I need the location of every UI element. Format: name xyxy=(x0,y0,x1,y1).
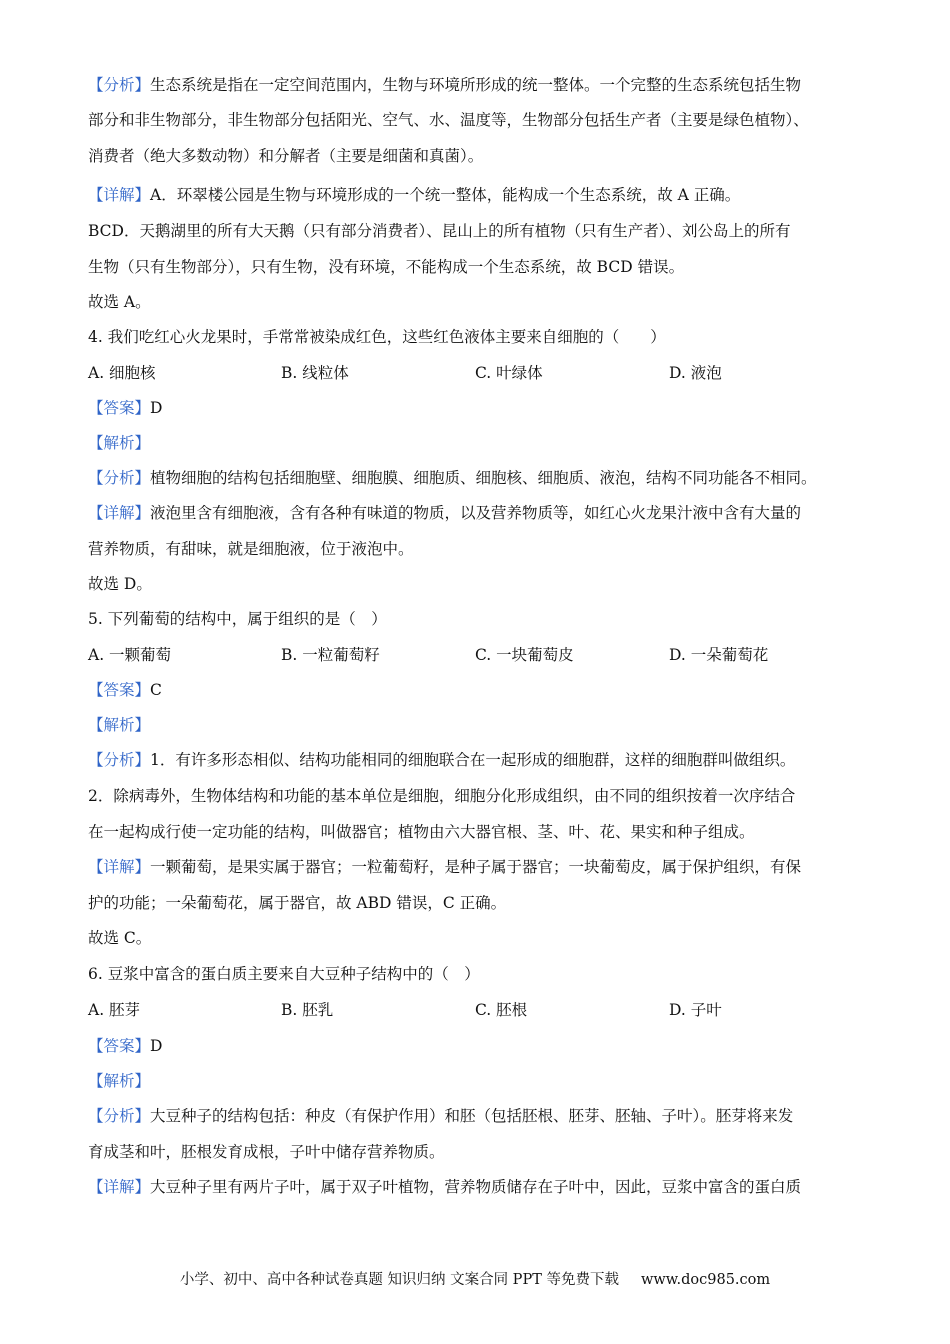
q5-detail-line-2: 护的功能；一朵葡萄花，属于器官，故 ABD 错误，C 正确。 xyxy=(88,894,507,912)
q3-conclusion: 故选 A。 xyxy=(88,293,151,311)
q5-explain-heading: 【解析】 xyxy=(88,716,151,734)
q5-answer: 【答案】C xyxy=(88,681,162,699)
q4-option-c: C. 叶绿体 xyxy=(475,364,543,382)
q3-analysis-line-3: 消费者（绝大多数动物）和分解者（主要是细菌和真菌）。 xyxy=(88,147,484,165)
q6-detail-line-1: 【详解】大豆种子里有两片子叶，属于双子叶植物，营养物质储存在子叶中，因此，豆浆中富含的蛋白质 xyxy=(88,1178,802,1196)
q5-option-a: A. 一颗葡萄 xyxy=(88,646,172,664)
q4-option-b: B. 线粒体 xyxy=(281,364,349,382)
q5-detail-line-1: 【详解】一颗葡萄，是果实属于器官；一粒葡萄籽，是种子属于器官；一块葡萄皮，属于保护组织，有保 xyxy=(88,858,802,876)
q4-detail-line-2: 营养物质，有甜味，就是细胞液，位于液泡中。 xyxy=(88,540,414,558)
q6-option-c: C. 胚根 xyxy=(475,1001,528,1019)
q6-answer: 【答案】D xyxy=(88,1037,163,1055)
q3-detail-line-1: 【详解】A．环翠楼公园是生物与环境形成的一个统一整体，能构成一个生态系统，故 A 正确。 xyxy=(88,186,741,204)
detail-tag: 【详解】 xyxy=(88,186,151,204)
q5-conclusion: 故选 C。 xyxy=(88,929,152,947)
q4-option-a: A. 细胞核 xyxy=(88,364,156,382)
q6-analysis-line-2: 育成茎和叶，胚根发育成根，子叶中储存营养物质。 xyxy=(88,1143,445,1161)
q4-option-d: D. 液泡 xyxy=(669,364,722,382)
footer-text: 小学、初中、高中各种试卷真题 知识归纳 文案合同 PPT 等免费下载 xyxy=(179,1272,619,1288)
q6-stem: 6. 豆浆中富含的蛋白质主要来自大豆种子结构中的（ ） xyxy=(88,965,480,983)
q5-analysis-line-2: 2．除病毒外，生物体结构和功能的基本单位是细胞，细胞分化形成组织，由不同的组织按着一次序结合 xyxy=(88,787,796,805)
q4-analysis: 【分析】植物细胞的结构包括细胞壁、细胞膜、细胞质、细胞核、细胞质、液泡，结构不同功能各不相同。 xyxy=(88,469,817,487)
page-footer xyxy=(0,1270,950,1290)
analysis-tag: 【分析】 xyxy=(88,76,151,94)
q4-answer: 【答案】D xyxy=(88,399,163,417)
q3-detail-line-3: 生物（只有生物部分），只有生物，没有环境，不能构成一个生态系统，故 BCD 错误。 xyxy=(88,258,685,276)
q6-analysis-line-1: 【分析】大豆种子的结构包括：种皮（有保护作用）和胚（包括胚根、胚芽、胚轴、子叶）。胚芽将来发 xyxy=(88,1107,794,1125)
q3-analysis-line-1: 【分析】生态系统是指在一定空间范围内，生物与环境所形成的统一整体。一个完整的生态系统包括生物 xyxy=(88,76,802,94)
q5-option-c: C. 一块葡萄皮 xyxy=(475,646,574,664)
footer-site: www.doc985.com xyxy=(640,1272,771,1288)
q4-detail-line-1: 【详解】液泡里含有细胞液，含有各种有味道的物质，以及营养物质等，如红心火龙果汁液中含有大量的 xyxy=(88,504,802,522)
q6-option-a: A. 胚芽 xyxy=(88,1001,141,1019)
q3-analysis-line-2: 部分和非生物部分，非生物部分包括阳光、空气、水、温度等，生物部分包括生产者（主要是绿色植物）、 xyxy=(88,111,809,129)
q5-analysis-line-3: 在一起构成行使一定功能的结构，叫做器官；植物由六大器官根、茎、叶、花、果实和种子组成。 xyxy=(88,823,755,841)
q4-stem: 4. 我们吃红心火龙果时，手常常被染成红色，这些红色液体主要来自细胞的（ ） xyxy=(88,328,666,346)
answer-tag: 【答案】 xyxy=(88,399,151,417)
q5-stem: 5. 下列葡萄的结构中，属于组织的是（ ） xyxy=(88,610,387,628)
q5-option-d: D. 一朵葡萄花 xyxy=(669,646,769,664)
q4-explain-heading: 【解析】 xyxy=(88,434,151,452)
q6-option-d: D. 子叶 xyxy=(669,1001,722,1019)
q5-analysis-line-1: 【分析】1．有许多形态相似、结构功能相同的细胞联合在一起形成的细胞群，这样的细胞群叫做组织。 xyxy=(88,751,796,769)
q6-option-b: B. 胚乳 xyxy=(281,1001,334,1019)
q4-conclusion: 故选 D。 xyxy=(88,575,152,593)
q5-option-b: B. 一粒葡萄籽 xyxy=(281,646,380,664)
q6-explain-heading: 【解析】 xyxy=(88,1072,151,1090)
q3-detail-line-2: BCD．天鹅湖里的所有大天鹅（只有部分消费者）、昆山上的所有植物（只有生产者）、刘公岛上的所有 xyxy=(88,222,791,240)
